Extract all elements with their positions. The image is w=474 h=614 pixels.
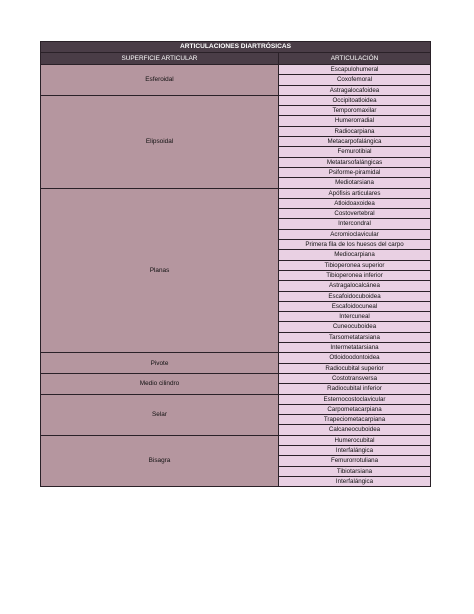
surface-type-cell: Bisagra: [41, 436, 279, 486]
joint-list: [279, 189, 430, 353]
table-group: [41, 96, 430, 189]
surface-type-cell: Planas: [41, 189, 279, 353]
surface-type-cell: Elipsoidal: [41, 96, 279, 188]
joint-cell: Astragalocalcánea: [279, 281, 430, 291]
column-header-row: [41, 53, 430, 65]
table-group: [41, 189, 430, 354]
table-body: [41, 65, 430, 486]
joint-cell: Cuneocuboidea: [279, 322, 430, 332]
joint-list: [279, 65, 430, 95]
joint-cell: Radiocarpiana: [279, 127, 430, 137]
joint-cell: Tarsometatarsiana: [279, 333, 430, 343]
joint-list: [279, 395, 430, 435]
joint-cell: Trapeciometacarpiana: [279, 415, 430, 425]
joint-cell: Apófisis articulares: [279, 189, 430, 199]
joint-cell: Otloidoodontoidea: [279, 353, 430, 363]
joint-cell: Radiocubital superior: [279, 364, 430, 373]
joint-cell: Occipitoatloidea: [279, 96, 430, 106]
joint-cell: Coxofemoral: [279, 75, 430, 85]
joint-cell: Mediocarpiana: [279, 250, 430, 260]
joint-cell: Tibioperonea inferior: [279, 271, 430, 281]
surface-type-cell: Medio cilindro: [41, 374, 279, 394]
surface-type-cell: Pivote: [41, 353, 279, 373]
joint-cell: Intermetatarsiana: [279, 343, 430, 352]
joint-cell: Psiforme-piramidal: [279, 168, 430, 178]
joint-cell: Mediotarsiana: [279, 178, 430, 187]
column-header-joint: ARTICULACIÓN: [330, 55, 379, 62]
joint-cell: Metacarpofalángica: [279, 137, 430, 147]
joint-cell: Metatarsofalángicas: [279, 158, 430, 168]
column-header-surface: SUPERFICIE ARTICULAR: [41, 53, 279, 64]
joint-cell: Costovertebral: [279, 209, 430, 219]
table-group: [41, 374, 430, 395]
joint-cell: Escafoidocuneal: [279, 302, 430, 312]
joint-cell: Interfalángica: [279, 477, 430, 486]
joint-cell: Primera fila de los huesos del carpo: [279, 240, 430, 250]
table-group: [41, 65, 430, 96]
joint-list: [279, 436, 430, 486]
table-title: ARTICULACIONES DIARTRÓSICAS: [41, 42, 430, 53]
joint-cell: Temporomaxilar: [279, 106, 430, 116]
joint-cell: Femurotibial: [279, 147, 430, 157]
table-group: [41, 436, 430, 486]
joint-cell: Atloidoaxoidea: [279, 199, 430, 209]
joint-cell: Tibiotarsiana: [279, 467, 430, 477]
joint-cell: Escapulohumeral: [279, 65, 430, 75]
joint-cell: Interfalángica: [279, 446, 430, 456]
table-group: [41, 395, 430, 436]
joint-list: [279, 96, 430, 188]
joint-cell: Acromioclavicular: [279, 230, 430, 240]
joint-cell: Humerocubital: [279, 436, 430, 446]
joint-cell: Tibioperonea superior: [279, 261, 430, 271]
joint-cell: Costotransversa: [279, 374, 430, 384]
surface-type-cell: Selar: [41, 395, 279, 435]
joint-cell: Femurorrotuliana: [279, 456, 430, 466]
joint-cell: Carpometacarpiana: [279, 405, 430, 415]
joint-cell: Intercuneal: [279, 312, 430, 322]
joint-cell: Escafoidocuboidea: [279, 292, 430, 302]
joint-cell: Esternocostoclavicular: [279, 395, 430, 405]
joint-cell: Intercondral: [279, 219, 430, 229]
joint-cell: Astragalocafoidea: [279, 86, 430, 95]
joint-list: [279, 374, 430, 394]
table-group: [41, 353, 430, 374]
joints-table: [40, 41, 431, 487]
joint-list: [279, 353, 430, 373]
joint-cell: Humerorradial: [279, 116, 430, 126]
surface-type-cell: Esferoidal: [41, 65, 279, 95]
joint-cell: Calcaneocuboidea: [279, 425, 430, 434]
joint-cell: Radiocubital inferior: [279, 384, 430, 393]
